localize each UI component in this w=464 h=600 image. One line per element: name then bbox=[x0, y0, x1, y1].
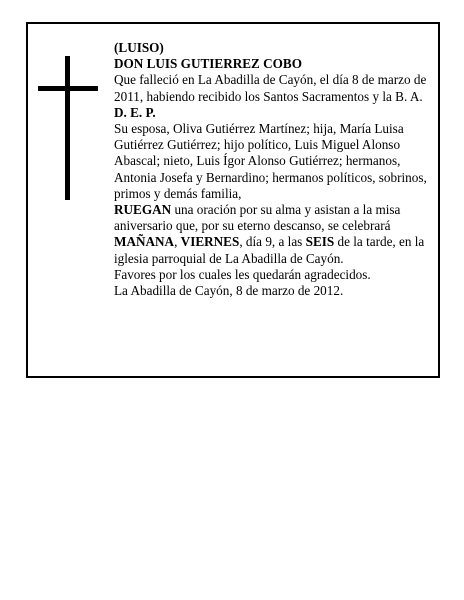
cross-vertical-bar bbox=[65, 56, 70, 200]
dep-label: D. E. P. bbox=[114, 104, 156, 120]
manana-word: MAÑANA bbox=[114, 234, 175, 250]
deceased-name: DON LUIS GUTIERREZ COBO bbox=[114, 56, 302, 72]
place-text: de la tarde, en la iglesia parroquial de La Abadilla de Cayón. bbox=[114, 234, 425, 266]
thanks-line: Favores por los cuales les quedarán agradecidos. bbox=[114, 266, 371, 282]
death-statement: Que falleció en La Abadilla de Cayón, el día 8 de marzo de 2011, habiendo recibido los Santos Sacramentos y la B. A. bbox=[114, 72, 427, 104]
cross-icon bbox=[38, 56, 98, 200]
mass-request bbox=[114, 202, 436, 267]
cross-horizontal-bar bbox=[38, 86, 98, 91]
obituary-frame bbox=[26, 22, 440, 378]
family-list: Su esposa, Oliva Gutiérrez Martínez; hija, María Luisa Gutiérrez Gutiérrez; hijo político, Luis Miguel Alonso Abascal; nieto, Luis Ígor Alonso Gutiérrez; hermanos, Antonia Josefa y Bernardino; hermanos políticos, sobrinos, primos y demás familia, bbox=[114, 121, 427, 201]
place-date-line: La Abadilla de Cayón, 8 de marzo de 2012. bbox=[114, 283, 344, 299]
day-text: , día 9, a las bbox=[239, 234, 306, 250]
seis-word: SEIS bbox=[305, 234, 335, 250]
obituary-text bbox=[114, 40, 436, 299]
nickname: (LUISO) bbox=[114, 40, 164, 55]
prayer-text: una oración por su alma y asistan a la misa aniversario que, por su eterno descanso, se celebrará bbox=[114, 202, 401, 234]
viernes-word: VIERNES bbox=[180, 234, 240, 250]
ruegan-word: RUEGAN bbox=[114, 202, 172, 218]
comma-text: , bbox=[174, 234, 181, 250]
